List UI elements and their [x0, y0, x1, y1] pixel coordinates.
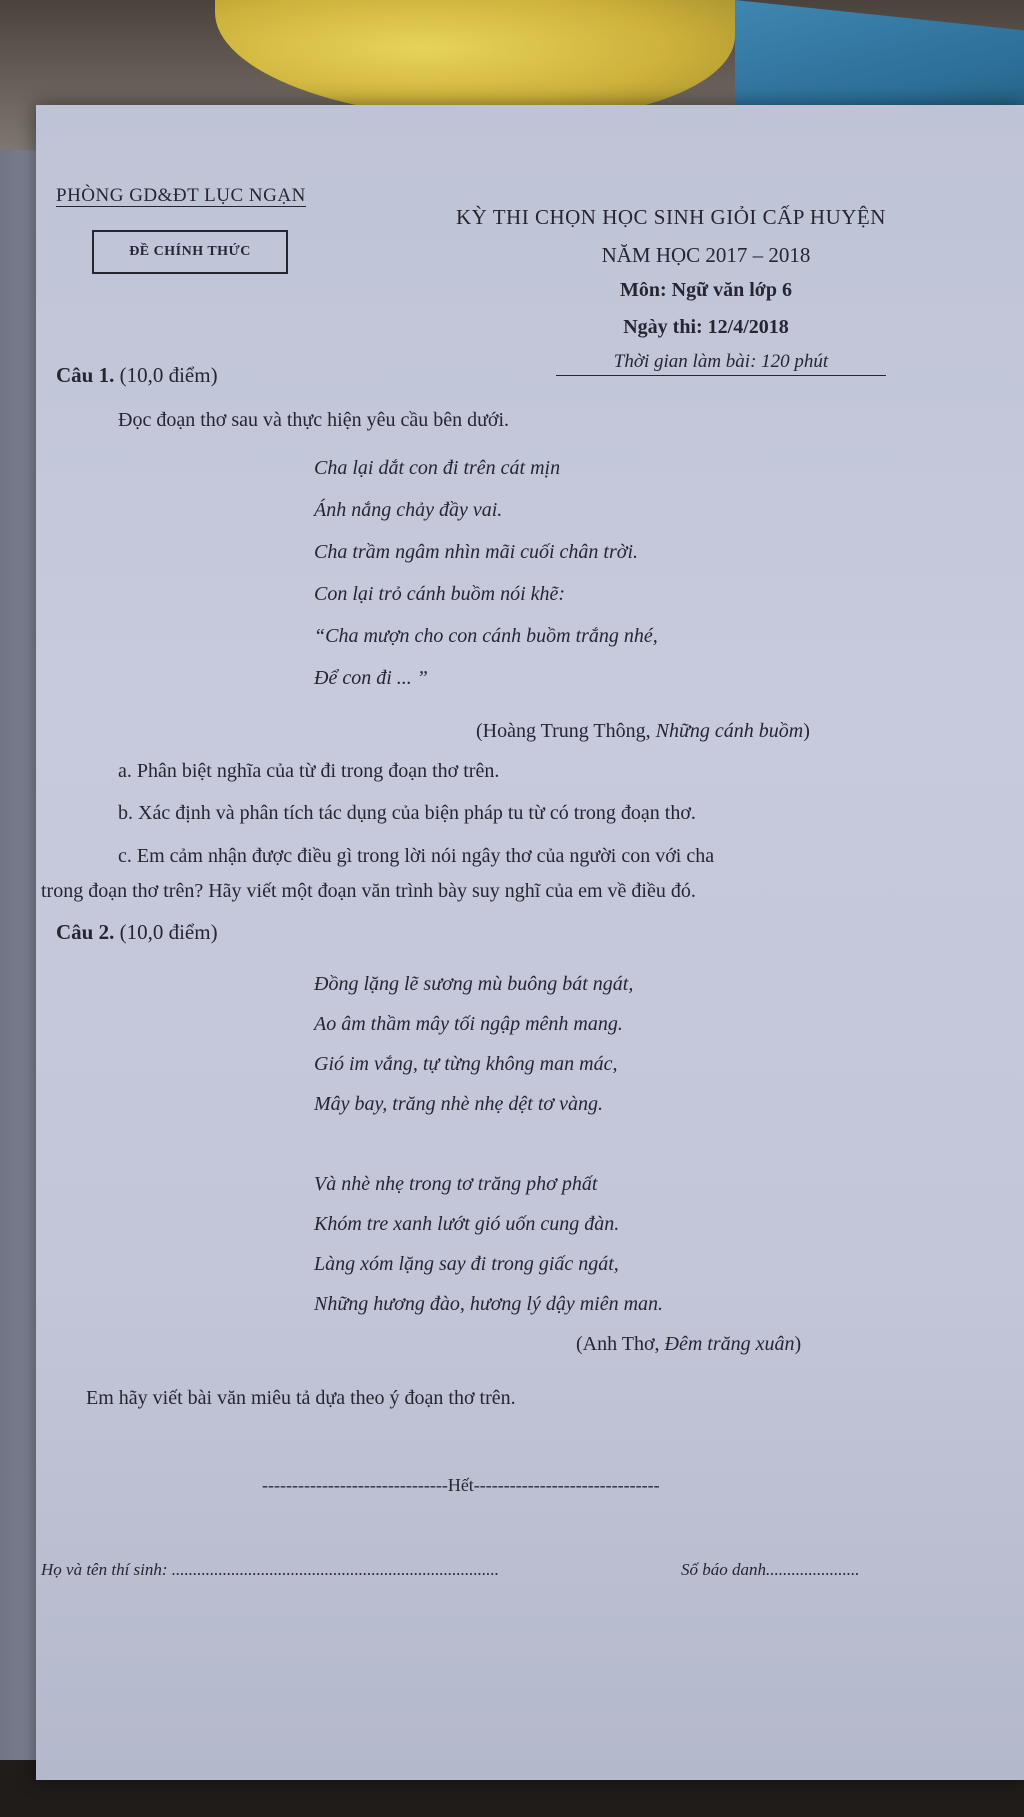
poem-line: Những hương đào, hương lý dậy miên man.	[314, 1293, 664, 1315]
poem-line: “Cha mượn cho con cánh buồm trắng nhé,	[314, 625, 658, 647]
poem-line: Ao âm thầm mây tối ngập mênh mang.	[314, 1013, 623, 1035]
official-label: ĐỀ CHÍNH THỨC	[92, 230, 288, 274]
exam-date: Ngày thi: 12/4/2018	[623, 316, 789, 338]
poem-line: Làng xóm lặng say đi trong giấc ngát,	[314, 1253, 619, 1275]
poem-line: Cha trầm ngâm nhìn mãi cuối chân trời.	[314, 541, 639, 563]
poem-line: Mây bay, trăng nhè nhẹ dệt tơ vàng.	[314, 1093, 603, 1115]
school-year: NĂM HỌC 2017 – 2018	[601, 243, 811, 267]
poem-line: Khóm tre xanh lướt gió uốn cung đàn.	[314, 1213, 620, 1235]
question2-title: Câu 2. (10,0 điểm)	[56, 920, 218, 944]
task-a: a. Phân biệt nghĩa của từ đi trong đoạn thơ trên.	[118, 760, 500, 782]
exam-paper	[36, 105, 1024, 1780]
poem-line: Đồng lặng lẽ sương mù buông bát ngát,	[314, 973, 634, 995]
task-c-continued: trong đoạn thơ trên? Hãy viết một đoạn văn trình bày suy nghĩ của em về điều đó.	[41, 880, 696, 902]
end-marker: -------------------------------Hết-------------------------------	[262, 1475, 660, 1495]
poem-line: Và nhè nhẹ trong tơ trăng phơ phất	[314, 1173, 598, 1195]
question1-instruction: Đọc đoạn thơ sau và thực hiện yêu cầu bên dưới.	[118, 409, 510, 431]
subject: Môn: Ngữ văn lớp 6	[620, 279, 792, 301]
candidate-name-field: Họ và tên thí sinh: .............................................................................	[41, 1560, 500, 1579]
exam-title: KỲ THI CHỌN HỌC SINH GIỎI CẤP HUYỆN	[456, 205, 886, 229]
question1-title: Câu 1. (10,0 điểm)	[56, 363, 218, 387]
duration: Thời gian làm bài: 120 phút	[556, 351, 886, 376]
poem-source: (Anh Thơ, Đêm trăng xuân)	[576, 1333, 802, 1355]
poem-line: Con lại trỏ cánh buồm nói khẽ:	[314, 583, 566, 605]
task-b: b. Xác định và phân tích tác dụng của biện pháp tu từ có trong đoạn thơ.	[118, 802, 696, 824]
candidate-id-field: Số báo danh......................	[681, 1560, 860, 1579]
task-c: c. Em cảm nhận được điều gì trong lời nói ngây thơ của người con với cha	[118, 845, 715, 867]
poem-line: Gió im vắng, tự từng không man mác,	[314, 1053, 618, 1075]
poem-source: (Hoàng Trung Thông, Những cánh buồm)	[476, 720, 810, 742]
poem-line: Để con đi ... ”	[314, 667, 428, 689]
question2-task: Em hãy viết bài văn miêu tả dựa theo ý đoạn thơ trên.	[86, 1387, 516, 1409]
poem-line: Cha lại dắt con đi trên cát mịn	[314, 457, 561, 479]
poem-line: Ánh nắng chảy đầy vai.	[314, 499, 503, 521]
department-name: PHÒNG GD&ĐT LỤC NGẠN	[56, 185, 306, 206]
